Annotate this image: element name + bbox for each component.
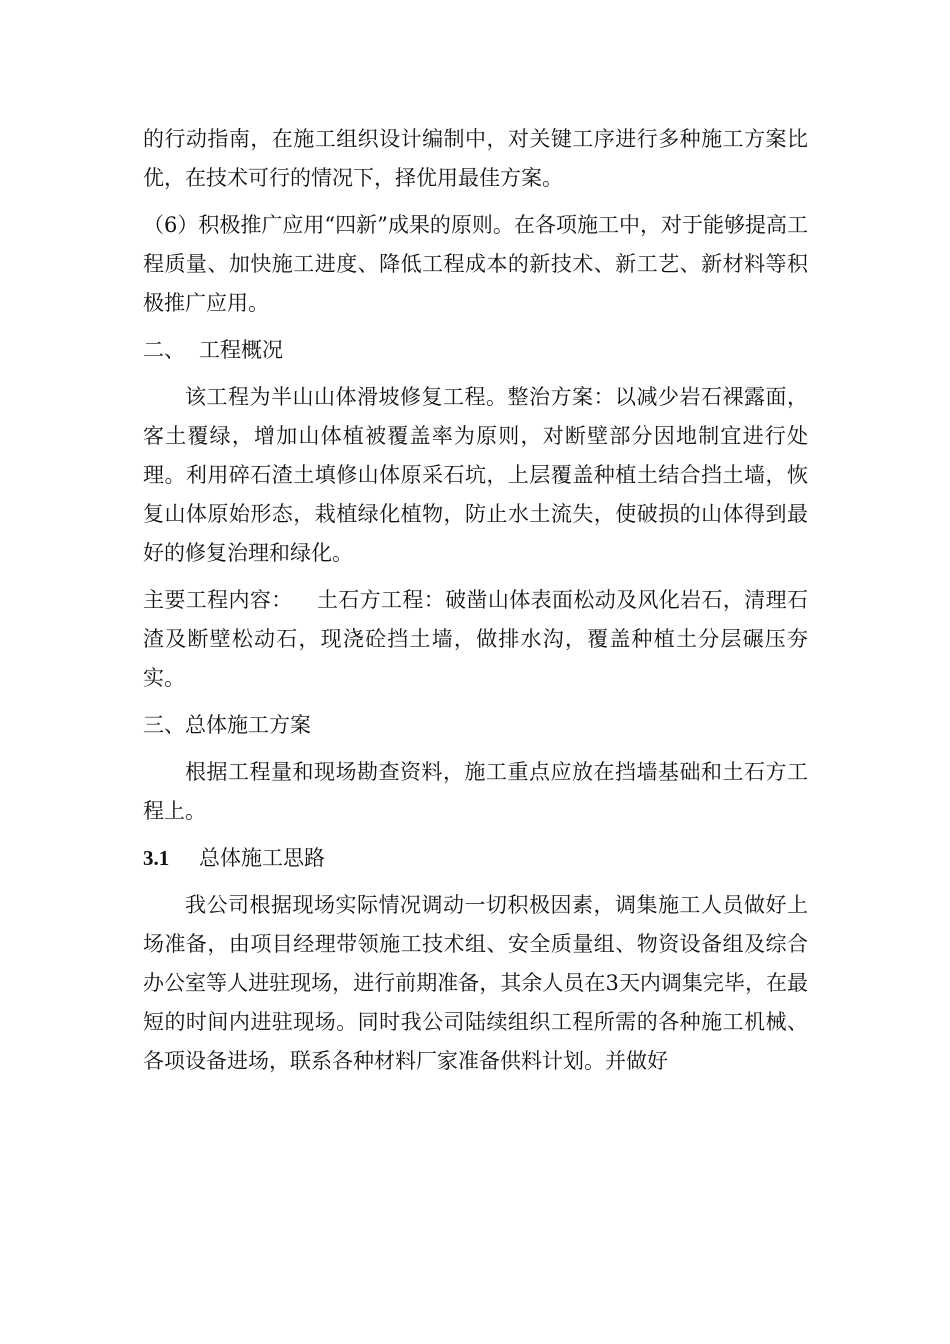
subsection-heading-3-1 [143, 839, 808, 878]
subsection-number: 3.1 [143, 846, 170, 870]
document-body [143, 120, 808, 1089]
section-heading-3: 三、总体施工方案 [143, 713, 311, 737]
paragraph-project-overview: 该工程为半山山体滑坡修复工程。整治方案：以减少岩石裸露面，客土覆绿，增加山体植被覆盖率为原则，对断壁部分因地制宜进行处理。利用碎石渣土填修山体原采石坑，上层覆盖种植土结合挡土墙，恢复山体原始形态，栽植绿化植物，防止水土流失，使破损的山体得到最好的修复治理和绿化。 [143, 385, 808, 565]
paragraph-main-works [143, 581, 808, 698]
paragraph-continuation: 的行动指南，在施工组织设计编制中，对关键工序进行多种施工方案比优，在技术可行的情况下，择优用最佳方案。 [143, 127, 808, 190]
paragraph-construction-approach: 我公司根据现场实际情况调动一切积极因素，调集施工人员做好上场准备，由项目经理带领施工技术组、安全质量组、物资设备组及综合办公室等人进驻现场，进行前期准备，其余人员在3天内调集完毕，在最短的时间内进驻现场。同时我公司陆续组织工程所需的各种施工机械、各项设备进场，联系各种材料厂家准备供料计划。并做好 [143, 893, 808, 1073]
paragraph-construction-focus: 根据工程量和现场勘查资料，施工重点应放在挡墙基础和土石方工程上。 [143, 760, 808, 823]
main-works-text: 土石方工程：破凿山体表面松动及风化岩石，清理石渣及断壁松动石，现浇砼挡土墙，做排水沟，覆盖种植土分层碾压夯实。 [143, 588, 809, 690]
section-title: 工程概况 [199, 338, 283, 362]
subsection-title: 总体施工思路 [199, 846, 325, 870]
section-number: 二、 [143, 338, 185, 362]
section-heading-2 [143, 331, 808, 370]
main-works-label: 主要工程内容： [143, 588, 293, 612]
paragraph-principle-6: （6）积极推广应用“四新”成果的原则。在各项施工中，对于能够提高工程质量、加快施工进度、降低工程成本的新技术、新工艺、新材料等积极推广应用。 [143, 213, 808, 315]
